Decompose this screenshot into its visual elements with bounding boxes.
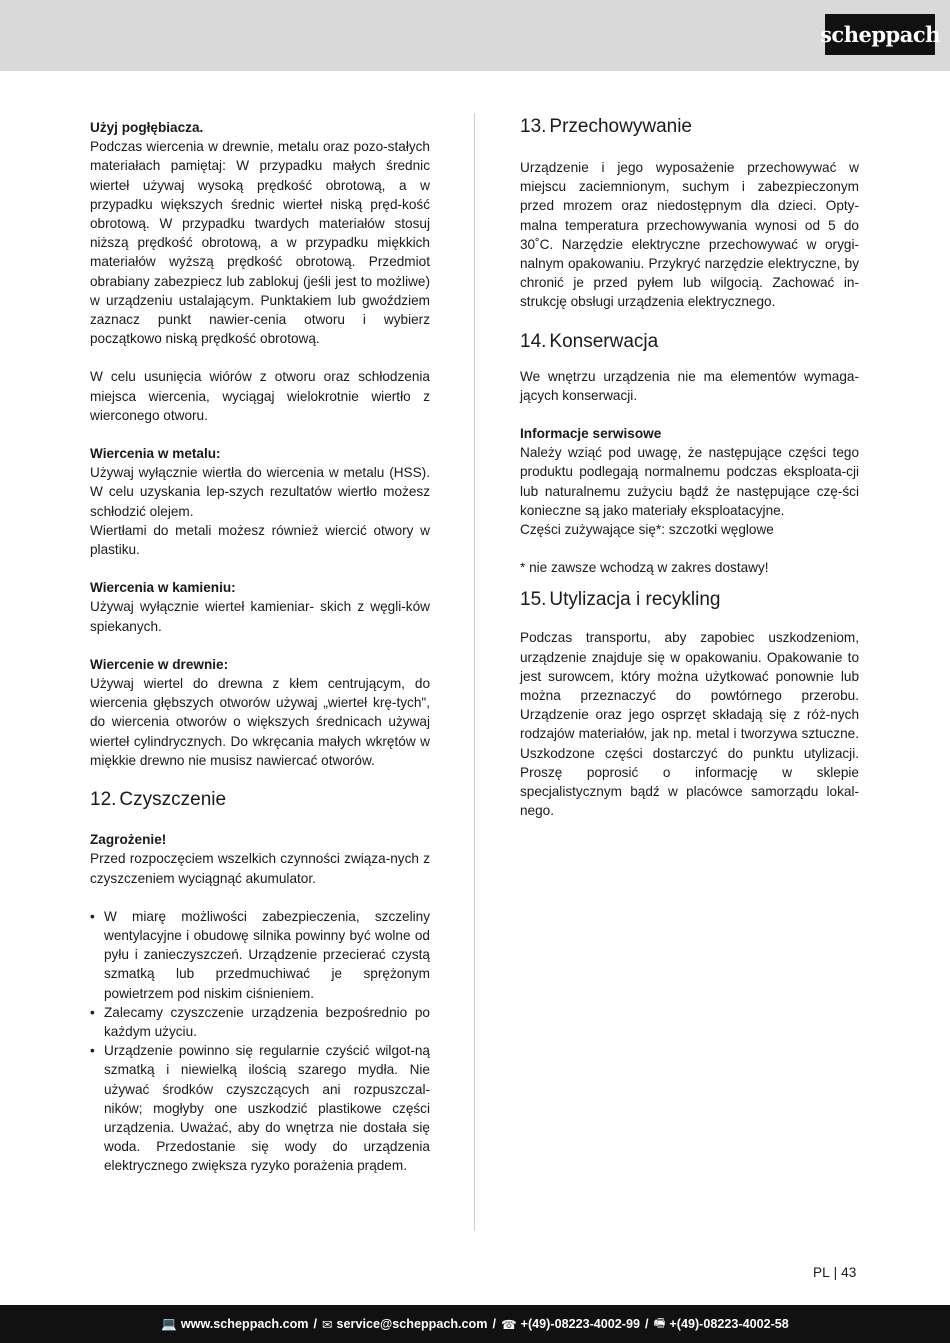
countersink-text: Podczas wiercenia w drewnie, metalu oraz pozo-stałych materiałach pamiętaj: W przypadku małych średnic wierteł używaj wysoką prędkość obrotową, a w przypadku większych średnic wierteł niską pręd-kość obrotową. W przypadku twardych materiałów stosuj niższą prędkość obrotową, a w przypadku miękkich materiałów wyższą prędkość obrotową. Przedmiot obrabiany zabezpiecz lub zablokuj (jeśli jest to możliwe) w urządzeniu ustalającym. Punktakiem lub gwoździem zaznacz punkt nawier-cenia otworu i wybierz początkowo niską prędkość obrotową.: [90, 139, 430, 347]
column-divider: [474, 113, 475, 1231]
maintenance-text: We wnętrzu urządzenia nie ma elementów wymaga-jących konserwacji.: [520, 368, 859, 403]
fax-number: +(49)-08223-4002-58: [669, 1317, 789, 1331]
metal-text-1: Używaj wyłącznie wiertła do wiercenia w metalu (HSS). W celu uzyskania lep-szych rezultatów wiertło możesz schłodzić olejem.: [90, 465, 430, 519]
danger-text: Przed rozpoczęciem wszelkich czynności związa-nych z czyszczeniem wyciągnąć akumulator.: [90, 851, 430, 886]
website-link[interactable]: www.scheppach.com: [180, 1317, 309, 1331]
section-12-heading: 12. Czyszczenie: [90, 789, 227, 811]
fax-icon: 🖷: [653, 1315, 666, 1330]
section-13-heading: 13. Przechowywanie: [520, 116, 692, 137]
envelope-icon: ✉: [321, 1317, 333, 1332]
cleaning-list: [90, 907, 430, 1176]
metal-text-2: Wiertłami do metali możesz również wiercić otwory w plastiku.: [90, 522, 430, 558]
right-column: [520, 113, 859, 820]
footer-bar: 💻 www.scheppach.com / ✉ service@scheppach.com / ☎ +(49)-08223-4002-99 / 🖷 +(49)-08223-4002-58: [0, 1305, 950, 1343]
metal-heading: Wiercenia w metalu:: [90, 446, 221, 462]
left-column: [90, 118, 430, 1176]
footnote: * nie zawsze wchodzą w zakres dostawy!: [520, 560, 769, 576]
list-item: • W miarę możliwości zabezpieczenia, szczeliny wentylacyjne i obudowę silnika powinny być wolne od pyłu i zanieczyszczeń. Urządzenie przecierać czystą szmatką lub przedmuchiwać je sprężonym powietrzem pod niskim ciśnieniem.: [90, 907, 430, 1003]
section-15-heading: 15. Utylizacja i recykling: [520, 589, 721, 611]
list-item: • Zalecamy czyszczenie urządzenia bezpośrednio po każdym użyciu.: [90, 1003, 430, 1041]
list-item: • Urządzenie powinno się regularnie czyścić wilgot-ną szmatką i niewielką ilością szarego mydła. Nie używać środków czyszczących ani rozpuszczal-ników; mogłyby one uszkodzić plastikowe części urządzenia. Uważać, aby do wnętrza nie dostała się woda. Przedostanie się wody do urządzenia elektrycznego zwiększa ryzyko porażenia prądem.: [90, 1041, 430, 1175]
scheppach-logo: scheppach: [825, 14, 935, 55]
wood-heading: Wiercenie w drewnie:: [90, 656, 229, 672]
stone-text: Używaj wyłącznie wierteł kamieniar- skich z węgli-ków spiekanych.: [90, 599, 430, 634]
chip-removal-text: W celu usunięcia wiórów z otworu oraz schłodzenia miejsca wiercenia, wyciągaj wielokrotnie wiertło z wierconego otworu.: [90, 369, 430, 423]
page-number: PL | 43: [813, 1265, 857, 1280]
service-text: Należy wziąć pod uwagę, że następujące części tego produktu podlegają normalnemu podczas eksploata-cji lub naturalnemu zużyciu bądź że następujące czę-ści konieczne są jako materiały eksploatacyjne.: [520, 445, 859, 518]
wood-text: Używaj wiertel do drewna z kłem centrującym, do wiercenia głębszych otworów używaj „wierteł krę-tych", do wiercenia otworów o większych średnicach używaj wierteł cylindrycznych. Do wkręcania małych wkrętów w miękkie drewno nie musisz nawiercać otworów.: [90, 676, 430, 768]
wear-parts-text: Części zużywające się*: szczotki węglowe: [520, 522, 774, 538]
computer-icon: 💻: [161, 1316, 177, 1331]
telephone-icon: ☎: [500, 1317, 517, 1332]
countersink-heading: Użyj pogłębiacza.: [90, 120, 204, 135]
phone-number: +(49)-08223-4002-99: [520, 1317, 641, 1331]
stone-heading: Wiercenia w kamieniu:: [90, 580, 236, 596]
danger-heading: Zagrożenie!: [90, 832, 167, 848]
service-heading: Informacje serwisowe: [520, 426, 662, 442]
header-band: [0, 0, 950, 71]
disposal-text: Podczas transportu, aby zapobiec uszkodzeniom, urządzenie znajduje się w opakowaniu. Opakowanie to jest surowcem, który można użytkować ponownie lub można przeznaczyć do powtórnego przerobu. Urządzenie oraz jego osprzęt składają się z róż-nych rodzajów materiałów, jak np. metal i tworzywa sztuczne. Uszkodzone części dostarczyć do punktu utylizacji. Proszę poprosić o informację w sklepie specjalistycznym bądź w placówce samorządu lokal-nego.: [520, 630, 859, 819]
section-14-heading: 14. Konserwacja: [520, 330, 659, 352]
storage-text: Urządzenie i jego wyposażenie przechowywać w miejscu zaciemnionym, suchym i zabezpieczonym przed mrozem oraz niedostępnym dla dzieci. Opty-malna temperatura przechowywania wynosi od 5 do 30˚C. Narzędzie elektryczne przechowywać w orygi-nalnym opakowaniu. Przykryć narzędzie elektryczne, by chronić je przed pyłem lub wilgocią. Zachować in-strukcję obsługi urządzenia elektrycznego.: [520, 160, 859, 310]
email-link[interactable]: service@scheppach.com: [336, 1317, 488, 1331]
